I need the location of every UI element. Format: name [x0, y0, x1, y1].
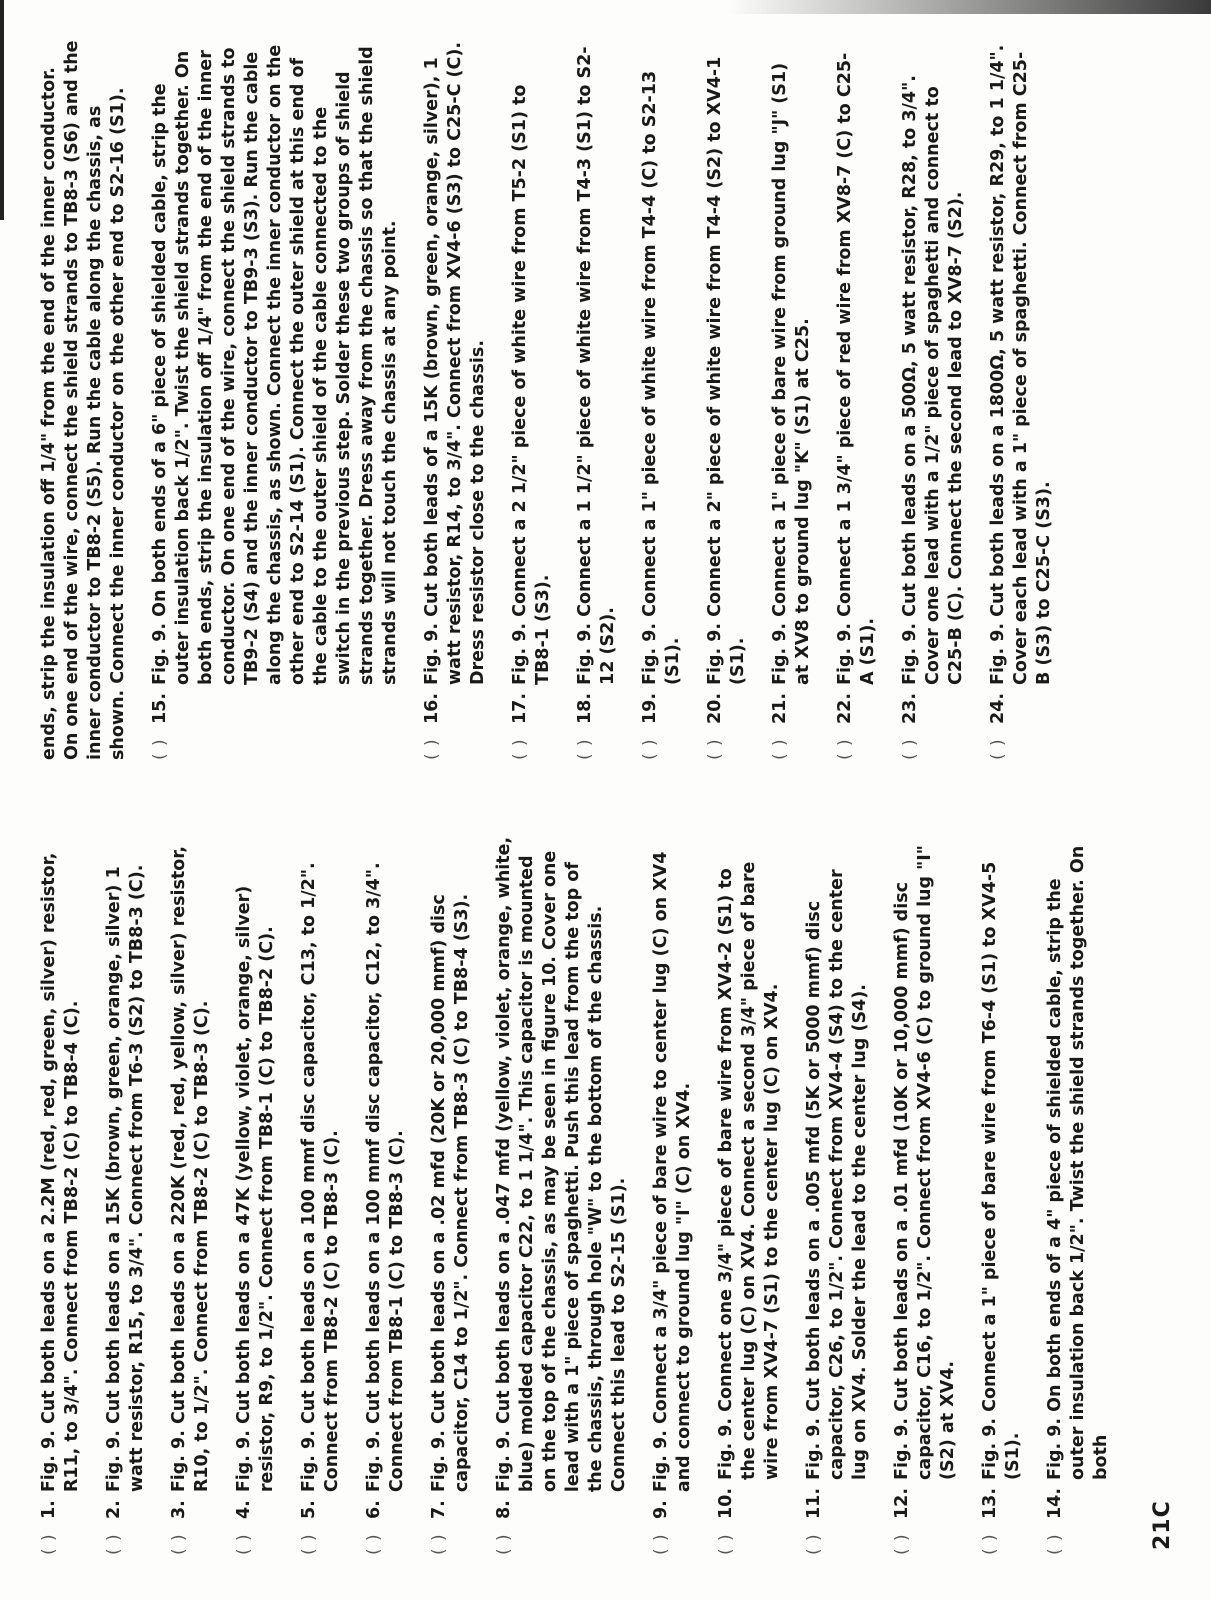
- step-text: Fig. 9. Cut both leads on a 100 mmf disc capacitor, C12, to 3/4". Connect from TB8-1 (C) to TB8-3 (C).: [364, 862, 407, 1493]
- step-number: 24.: [988, 692, 1008, 724]
- step-number: 10.: [716, 1487, 736, 1519]
- assembly-step: [493, 835, 631, 1555]
- step-number: 4.: [234, 1500, 254, 1519]
- assembly-step: [363, 835, 409, 1555]
- step-number: 15.: [150, 692, 170, 724]
- step-checkbox[interactable]: ( ): [804, 1533, 824, 1555]
- step-text: Fig. 9. Connect a 1 1/2" piece of white wire from T4-3 (S1) to S2-12 (S2).: [575, 46, 618, 685]
- assembly-step: [769, 40, 815, 760]
- step-text: Fig. 9. Cut both leads on a .005 mfd (5K or 5000 mmf) disc capacitor, C26, to 1/2". Connect from XV4-4 (S4) to the center lug on XV4. Solder the lead to the center lug (S4).: [804, 869, 870, 1480]
- step-checkbox[interactable]: ( ): [150, 738, 170, 760]
- step-checkbox[interactable]: ( ): [640, 738, 660, 760]
- assembly-step: [38, 40, 130, 760]
- step-number: 3.: [169, 1500, 189, 1519]
- step-number: 1.: [39, 1500, 59, 1519]
- step-text: Fig. 9. Cut both leads on a 100 mmf disc capacitor, C13, to 1/2". Connect from TB8-2 (C) to TB8-3 (C).: [299, 862, 342, 1493]
- assembly-step: [979, 835, 1025, 1555]
- step-checkbox[interactable]: ( ): [988, 738, 1008, 760]
- step-text: Fig. 9. Cut both leads of a 15K (brown, green, orange, silver), 1 watt resistor, R14, to 3/4". Connect from XV4-6 (S3) to C25-C (C). Dress resistor close to the chassis.: [422, 41, 488, 685]
- assembly-step: [103, 835, 149, 1555]
- assembly-step: [715, 835, 784, 1555]
- right-column: [38, 40, 1075, 760]
- assembly-step: [1044, 835, 1113, 1555]
- step-text: ends, strip the insulation off 1/4" from the end of the inner conductor. On one end of the wire, connect the shield strands to TB8-3 (S6) and the inner conductor to TB8-2 (S5). Run the cable along the chassis, as shown. Connect the inner conductor on the other end to S2-16 (S1).: [39, 40, 128, 760]
- assembly-step: [987, 40, 1056, 760]
- step-text: Fig. 9. Connect a 1" piece of white wire from T4-4 (C) to S2-13 (S1).: [640, 70, 683, 685]
- step-number: 22.: [835, 692, 855, 724]
- step-checkbox[interactable]: ( ): [770, 738, 790, 760]
- assembly-step: [149, 40, 402, 760]
- step-text: Fig. 9. Connect a 1 3/4" piece of red wire from XV8-7 (C) to C25-A (S1).: [835, 52, 878, 685]
- step-checkbox[interactable]: ( ): [169, 1533, 189, 1555]
- assembly-step: [38, 835, 84, 1555]
- step-text: Fig. 9. Connect a 2" piece of white wire from T4-4 (S2) to XV4-1 (S1).: [705, 56, 748, 685]
- step-number: 19.: [640, 692, 660, 724]
- step-text: Fig. 9. Cut both leads on a .01 mfd (10K or 10,000 mmf) disc capacitor, C16, to 1/2". Connect from XV4-6 (C) to ground lug "I" (S2) at XV4.: [892, 845, 958, 1480]
- step-number: 8.: [494, 1500, 514, 1519]
- page-number: 21C: [1150, 1500, 1175, 1550]
- step-number: 5.: [299, 1500, 319, 1519]
- step-checkbox[interactable]: ( ): [299, 1533, 319, 1555]
- step-text: Fig. 9. Cut both leads on a .02 mfd (20K or 20,000 mmf) disc capacitor, C14 to 1/2". Connect from TB8-3 (C) to TB8-4 (S3).: [429, 893, 472, 1493]
- step-checkbox[interactable]: ( ): [980, 1533, 1000, 1555]
- step-checkbox[interactable]: ( ): [651, 1533, 671, 1555]
- assembly-step: [509, 40, 555, 760]
- step-number: 7.: [429, 1500, 449, 1519]
- step-text: Fig. 9. Connect one 3/4" piece of bare wire from XV4-2 (S1) to the center lug (C) on XV4. Connect a second 3/4" piece of bare wire from XV4-7 (S1) to the center lug (C) on XV4.: [716, 861, 782, 1480]
- step-text: Fig. 9. Cut both leads on a 500Ω, 5 watt resistor, R28, to 3/4". Cover one lead with a 1/2" piece of spaghetti and connect to C25-B (C). Connect the second lead to XV8-7 (S2).: [900, 75, 966, 685]
- step-checkbox[interactable]: ( ): [705, 738, 725, 760]
- step-number: 6.: [364, 1500, 384, 1519]
- step-text: Fig. 9. On both ends of a 4" piece of shielded cable, strip the outer insulation back 1/2". Twist the shield strands together. On both: [1045, 845, 1111, 1480]
- step-number: 12.: [892, 1487, 912, 1519]
- left-column: [38, 835, 1132, 1555]
- step-checkbox[interactable]: ( ): [422, 738, 442, 760]
- assembly-step: [233, 835, 279, 1555]
- step-checkbox[interactable]: ( ): [510, 738, 530, 760]
- step-number: 9.: [651, 1500, 671, 1519]
- step-number: 2.: [104, 1500, 124, 1519]
- assembly-step: [421, 40, 490, 760]
- step-text: Fig. 9. Cut both leads on a 15K (brown, green, orange, silver) 1 watt resistor, R15, to 3/4". Connect from T6-3 (S2) to TB8-3 (C).: [104, 864, 147, 1493]
- step-checkbox[interactable]: ( ): [716, 1533, 736, 1555]
- step-number: 18.: [575, 692, 595, 724]
- step-number: 14.: [1045, 1487, 1065, 1519]
- step-checkbox[interactable]: ( ): [835, 738, 855, 760]
- step-checkbox[interactable]: ( ): [1045, 1533, 1065, 1555]
- step-number: 20.: [705, 692, 725, 724]
- step-checkbox[interactable]: ( ): [494, 1533, 514, 1555]
- step-number: 21.: [770, 692, 790, 724]
- assembly-step: [298, 835, 344, 1555]
- step-text: Fig. 9. Cut both leads on a 1800Ω, 5 watt resistor, R29, to 1 1/4". Cover each lead with a 1" piece of spaghetti. Connect from C25-B (S3) to C25-C (S3).: [988, 44, 1054, 685]
- assembly-step: [428, 835, 474, 1555]
- step-text: Fig. 9. Cut both leads on a 220K (red, red, yellow, silver) resistor, R10, to 1/2". Connect from TB8-2 (C) to TB8-3 (C).: [169, 845, 212, 1493]
- step-checkbox[interactable]: ( ): [364, 1533, 384, 1555]
- assembly-step: [891, 835, 960, 1555]
- step-number: 23.: [900, 692, 920, 724]
- assembly-step: [639, 40, 685, 760]
- assembly-step: [834, 40, 880, 760]
- step-number: 16.: [422, 692, 442, 724]
- step-text: Fig. 9. Connect a 1" piece of bare wire from T6-4 (S1) to XV4-5 (S1).: [980, 861, 1023, 1480]
- step-number: 13.: [980, 1487, 1000, 1519]
- assembly-step: [899, 40, 968, 760]
- step-checkbox[interactable]: ( ): [234, 1533, 254, 1555]
- step-checkbox[interactable]: ( ): [892, 1533, 912, 1555]
- step-number: 11.: [804, 1487, 824, 1519]
- step-number: 17.: [510, 692, 530, 724]
- step-text: Fig. 9. Cut both leads on a .047 mfd (yellow, violet, orange, white, blue) molded capacitor C22, to 1 1/4". This capacitor is mounted on the top of the chassis, as may be seen in figure 10. Cover one lead with a 1" piece of spaghetti. Push this lead from the top of the chassis, through hole "W" to the bottom of the chassis. Connect this lead to S2-15 (S1).: [494, 836, 629, 1493]
- step-text: Fig. 9. Connect a 3/4" piece of bare wire to center lug (C) on XV4 and connect to ground lug "I" (C) on XV4.: [651, 851, 694, 1493]
- step-checkbox[interactable]: ( ): [900, 738, 920, 760]
- step-checkbox[interactable]: ( ): [104, 1533, 124, 1555]
- step-checkbox[interactable]: ( ): [429, 1533, 449, 1555]
- step-checkbox[interactable]: ( ): [575, 738, 595, 760]
- assembly-step: [704, 40, 750, 760]
- assembly-step: [168, 835, 214, 1555]
- assembly-step: [650, 835, 696, 1555]
- step-text: Fig. 9. Connect a 1" piece of bare wire from ground lug "J" (S1) at XV8 to ground lug "K" (S1) at C25.: [770, 62, 813, 685]
- assembly-step: [803, 835, 872, 1555]
- step-text: Fig. 9. Cut both leads on a 47K (yellow, violet, orange, silver) resistor, R9, to 1/2". Connect from TB8-1 (C) to TB8-2 (C).: [234, 885, 277, 1493]
- step-text: Fig. 9. On both ends of a 6" piece of shielded cable, strip the outer insulation back 1/2". Twist the shield strands together. On both ends, strip the insulation off 1/4" from the end of the inner conductor. On one end of the wire, connect the shield strands to TB9-2 (S4) and the inner conductor to TB9-3 (S3). Run the cable along the chassis, as shown. Connect the inner conductor on the other end to S2-14 (S1). Connect the outer shield at this end of the cable to the outer shield of the cable connected to the switch in the previous step. Solder these two groups of shield strands together. Dress away from the chassis so that the shield strands will not touch the chassis at any point.: [150, 44, 400, 685]
- step-text: Fig. 9. Connect a 2 1/2" piece of white wire from T5-2 (S1) to TB8-1 (S3).: [510, 84, 553, 685]
- assembly-step: [574, 40, 620, 760]
- step-text: Fig. 9. Cut both leads on a 2.2M (red, red, green, silver) resistor, R11, to 3/4". Connect from TB8-2 (C) to TB8-4 (C).: [39, 852, 82, 1493]
- step-checkbox[interactable]: ( ): [39, 1533, 59, 1555]
